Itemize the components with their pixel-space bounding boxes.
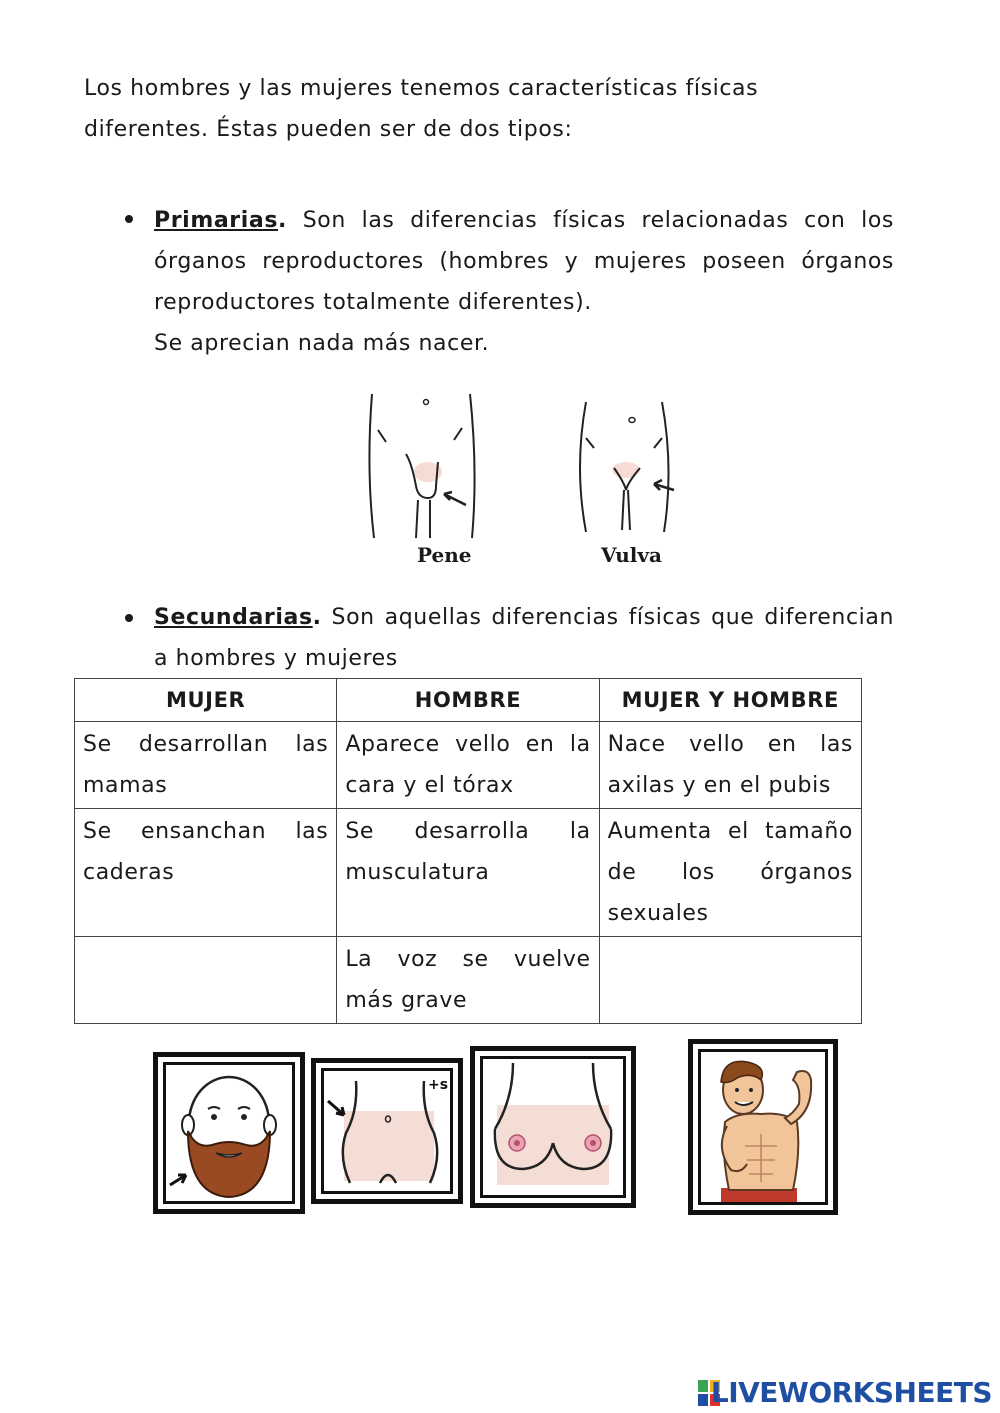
primarias-extra: Se aprecian nada más nacer. bbox=[154, 331, 490, 356]
primarias-term: Primarias bbox=[154, 208, 279, 233]
characteristics-table bbox=[74, 678, 862, 1024]
table-cell: Se desarrollan las mamas bbox=[75, 722, 337, 809]
secundarias-text: Son aquellas diferencias físicas que diferencian a hombres y mujeres bbox=[154, 605, 894, 671]
primarias-paragraph: Primarias. Son las diferencias físicas relacionadas con los órganos reproductores (hombres y mujeres poseen órganos reproductores totalmente diferentes). Se aprecian nada más nacer. bbox=[154, 200, 894, 364]
bullet-secundarias bbox=[125, 614, 133, 622]
breasts-icon bbox=[483, 1059, 623, 1195]
table-cell bbox=[75, 937, 337, 1024]
header-mujer-y-hombre: MUJER Y HOMBRE bbox=[599, 679, 861, 722]
table-cell: Nace vello en las axilas y en el pubis bbox=[599, 722, 861, 809]
female-genital-illustration bbox=[570, 398, 690, 538]
secundarias-term: Secundarias bbox=[154, 605, 313, 630]
male-caption: Pene bbox=[417, 543, 472, 567]
table-cell: Se desarrolla la musculatura bbox=[337, 809, 599, 937]
pictogram-breasts bbox=[470, 1046, 636, 1208]
table-row bbox=[75, 809, 862, 937]
pictogram-wide-hips bbox=[311, 1058, 463, 1204]
primarias-text: Son las diferencias físicas relacionadas con los órganos reproductores (hombres y mujeres poseen órganos reproductores totalmente diferentes). bbox=[154, 208, 894, 315]
table-cell bbox=[599, 937, 861, 1024]
table-row bbox=[75, 722, 862, 809]
secundarias-paragraph: Secundarias. Son aquellas diferencias físicas que diferencian a hombres y mujeres bbox=[154, 605, 894, 671]
table-row bbox=[75, 937, 862, 1024]
beard-man-icon bbox=[166, 1065, 292, 1201]
hips-icon bbox=[324, 1071, 450, 1191]
pictogram-muscular-man bbox=[688, 1039, 838, 1215]
header-hombre: HOMBRE bbox=[337, 679, 599, 722]
intro-line-2: diferentes. Éstas pueden ser de dos tipos: bbox=[84, 117, 573, 142]
liveworksheets-brand[interactable]: LIVEWORKSHEETS bbox=[710, 1376, 992, 1409]
female-caption: Vulva bbox=[601, 543, 662, 567]
pictogram-beard-man bbox=[153, 1052, 305, 1214]
header-mujer: MUJER bbox=[75, 679, 337, 722]
muscular-man-icon bbox=[701, 1052, 825, 1202]
table-cell: La voz se vuelve más grave bbox=[337, 937, 599, 1024]
table-cell: Se ensanchan las caderas bbox=[75, 809, 337, 937]
bullet-primarias bbox=[125, 215, 133, 223]
table-header-row bbox=[75, 679, 862, 722]
intro-line-1: Los hombres y las mujeres tenemos características físicas bbox=[84, 76, 759, 101]
table-cell: Aparece vello en la cara y el tórax bbox=[337, 722, 599, 809]
table-cell: Aumenta el tamaño de los órganos sexuales bbox=[599, 809, 861, 937]
male-genital-illustration bbox=[360, 390, 485, 540]
intro-paragraph bbox=[84, 68, 864, 150]
plus-s-label: +s bbox=[428, 1077, 449, 1093]
